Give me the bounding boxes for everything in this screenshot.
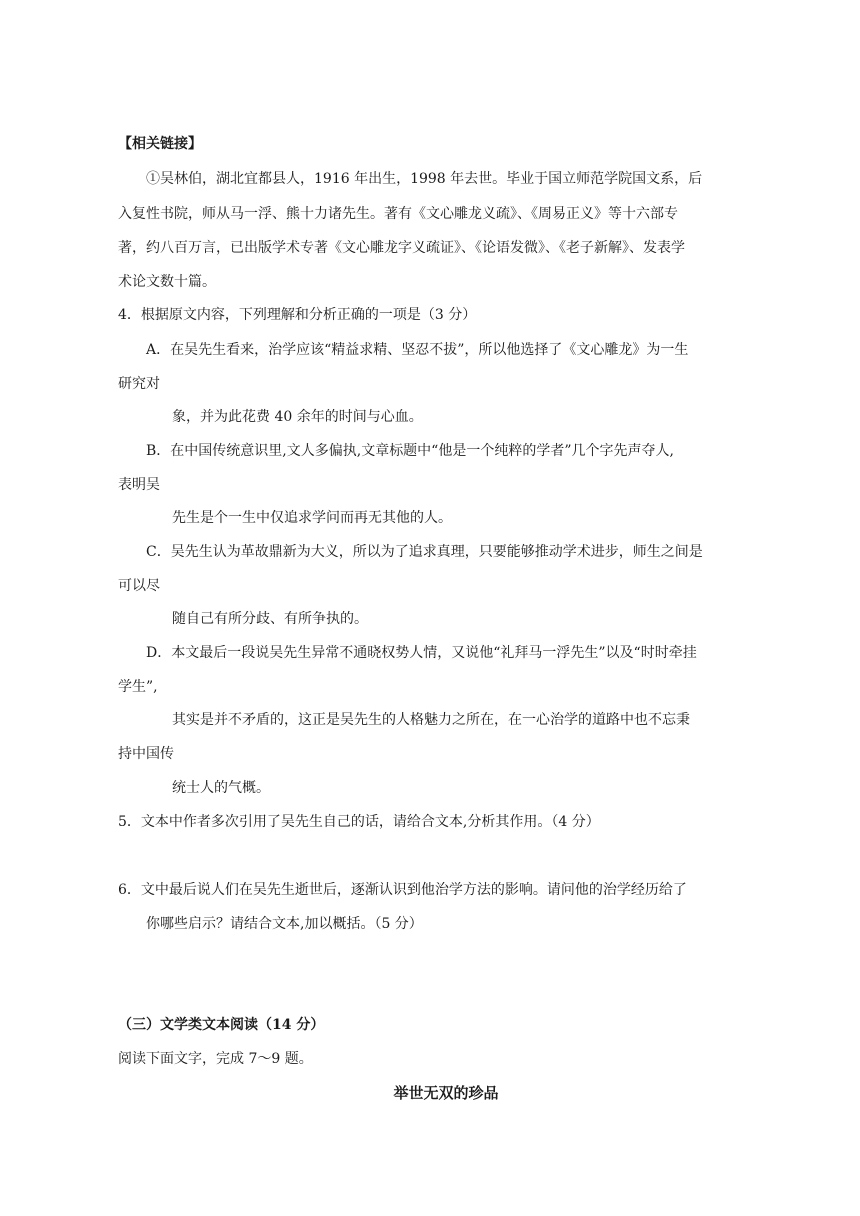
- option-a-line: 象，并为此花费 40 余年的时间与心血。: [172, 409, 423, 425]
- option-b-line: 先生是个一生中仅追求学问而再无其他的人。: [172, 510, 452, 526]
- question-6-line: 你哪些启示？请结合文本,加以概括。（5 分）: [146, 916, 423, 932]
- question-6-line: 6．文中最后说人们在吴先生逝世后，逐渐认识到他治学方法的影响。请问他的治学经历给了: [118, 882, 687, 898]
- related-links-heading: 【相关链接】: [118, 136, 202, 152]
- option-d-line: 统士人的气概。: [172, 780, 270, 796]
- section-3-heading: （三）文学类文本阅读（14 分）: [118, 1017, 325, 1033]
- option-a-line: 研究对: [118, 376, 160, 392]
- option-d-line: D．本文最后一段说吴先生异常不通晓权势人情，又说他“礼拜马一浮先生”以及“时时牵挂: [146, 645, 697, 661]
- option-c-line: 随自己有所分歧、有所争执的。: [172, 611, 368, 627]
- note-line: ①吴林伯，湖北宜都县人，1916 年出生，1998 年去世。毕业于国立师范学院国文系，后: [146, 171, 703, 187]
- note-line: 入复性书院，师从马一浮、熊十力诸先生。著有《文心雕龙义疏》、《周易正义》等十六部专: [118, 206, 678, 222]
- question-5: 5．文本中作者多次引用了吴先生自己的话，请给合文本,分析其作用。（4 分）: [118, 814, 600, 830]
- note-line: 术论文数十篇。: [118, 274, 216, 290]
- option-b-line: 表明吴: [118, 477, 160, 493]
- option-c-line: 可以尽: [118, 578, 160, 594]
- option-c-line: C．吴先生认为革故鼎新为大义，所以为了追求真理，只要能够推动学术进步，师生之间是: [146, 544, 703, 560]
- option-a-line: A．在吴先生看来，治学应该“精益求精、坚忍不拔”，所以他选择了《文心雕龙》为一生: [146, 342, 689, 358]
- question-4-stem: 4．根据原文内容，下列理解和分析正确的一项是（3 分）: [118, 307, 477, 323]
- option-d-line: 学生”,: [118, 679, 158, 695]
- passage-title: 举世无双的珍品: [393, 1084, 499, 1102]
- option-d-line: 其实是并不矛盾的，这正是吴先生的人格魅力之所在，在一心治学的道路中也不忘秉: [172, 712, 690, 728]
- option-b-line: B．在中国传统意识里,文人多偏执,文章标题中“他是一个纯粹的学者”几个字先声夺人,: [146, 443, 674, 459]
- section-3-instruction: 阅读下面文字，完成 7～9 题。: [118, 1051, 313, 1067]
- note-line: 著，约八百万言，已出版学术专著《文心雕龙字义疏证》、《论语发微》、《老子新解》、发表学: [118, 240, 685, 256]
- option-d-line: 持中国传: [118, 746, 174, 762]
